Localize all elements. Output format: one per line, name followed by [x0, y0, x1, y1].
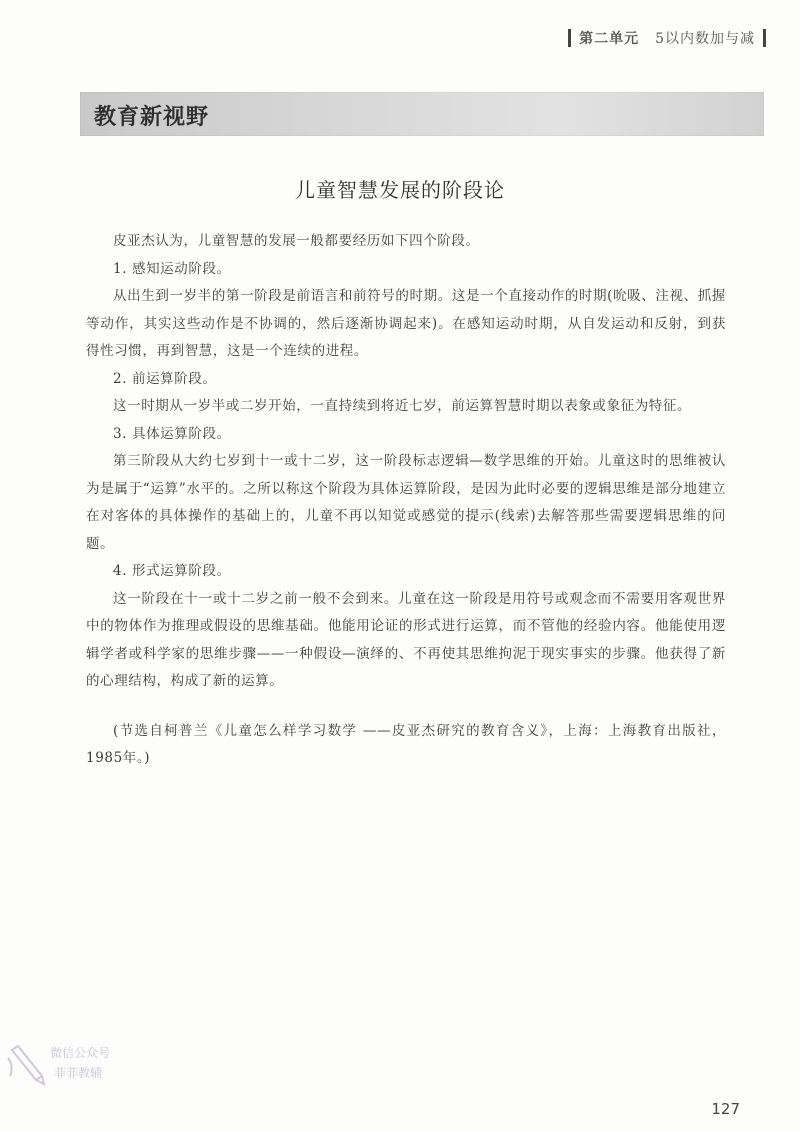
stage-paragraph-3: 第三阶段从大约七岁到十一或十二岁，这一阶段标志逻辑—数学思维的开始。儿童这时的思维被认为是属于“运算”水平的。之所以称这个阶段为具体运算阶段，是因为此时必要的逻辑思维是部分地建立在对客体的具体操作的基础上的，儿童不再以知觉或感觉的提示(线索)去解答那些需要逻辑思维的问题。	[86, 453, 726, 552]
stage-heading-3: 3. 具体运算阶段。	[113, 425, 231, 442]
stage-paragraph-1: 从出生到一岁半的第一阶段是前语言和前符号的时期。这是一个直接动作的时期(吮吸、注视、抓握等动作，其实这些动作是不协调的，然后逐渐协调起来)。在感知运动时期，从自发运动和反射，到获得性习惯，再到智慧，这是一个连续的进程。	[86, 288, 726, 359]
section-banner	[80, 92, 764, 136]
intro-paragraph: 皮亚杰认为，儿童智慧的发展一般都要经历如下四个阶段。	[113, 233, 480, 249]
pencil-icon	[6, 1036, 50, 1088]
stage-heading-1: 1. 感知运动阶段。	[113, 260, 231, 277]
watermark	[6, 1036, 118, 1088]
stage-paragraph-2: 这一时期从一岁半或二岁开始，一直持续到将近七岁，前运算智慧时期以表象或象征为特征。	[113, 398, 692, 414]
source-citation: (节选自柯普兰《儿童怎么样学习数学 ——皮亚杰研究的教育含义》，上海：上海教育出版社，1985年。)	[86, 722, 726, 766]
stage-heading-4: 4. 形式运算阶段。	[113, 563, 231, 579]
article-body	[86, 228, 726, 773]
stage-heading-2: 2. 前运算阶段。	[113, 370, 217, 387]
header-right-rule	[763, 29, 766, 47]
page-number: 127	[711, 1100, 740, 1118]
watermark-line-1: 微信公众号	[50, 1046, 111, 1060]
header-topic: 5以内数加与减	[655, 31, 755, 47]
header-left-rule	[568, 29, 571, 47]
running-header	[560, 28, 774, 48]
stage-paragraph-4: 这一阶段在十一或十二岁之前一般不会到来。儿童在这一阶段是用符号或观念而不需要用客观世界中的物体作为推理或假设的思维基础。他能用论证的形式进行运算，而不管他的经验内容。他能使用逻辑学者或科学家的思维步骤——一种假设—演绎的、不再使其思维拘泥于现实事实的步骤。他获得了新的心理结构，构成了新的运算。	[86, 590, 726, 689]
header-unit: 第二单元	[579, 31, 640, 47]
watermark-line-2: 菲菲教辅	[54, 1066, 103, 1080]
section-banner-label: 教育新视野	[94, 105, 210, 130]
article-title: 儿童智慧发展的阶段论	[295, 178, 505, 202]
